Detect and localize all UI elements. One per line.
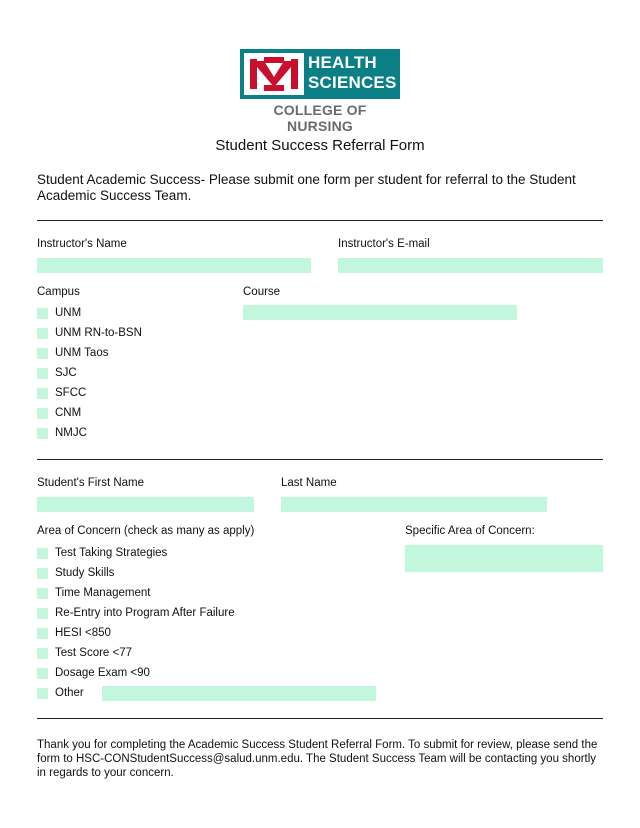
campus-option-label: UNM RN-to-BSN — [55, 327, 142, 339]
form-intro: Student Academic Success- Please submit one form per student for referral to the Student Academic Success Team. — [37, 172, 576, 203]
logo-line-1: HEALTH — [308, 53, 377, 72]
form-title: Student Success Referral Form — [215, 137, 425, 154]
concern-checkbox[interactable] — [37, 628, 48, 639]
concern-option-label: HESI <850 — [55, 627, 111, 639]
campus-checkbox[interactable] — [37, 428, 48, 439]
campus-label: Campus — [37, 286, 80, 298]
concern-option-label: Time Management — [55, 587, 151, 599]
campus-option-label: UNM Taos — [55, 347, 109, 359]
divider — [37, 220, 603, 221]
footer-note: Thank you for completing the Academic Success Student Referral Form. To submit for review, please send the form to HSC-CONStudentSuccess@salud.unm.edu. The Student Success Team will be contacting you shortly in regards to your concern. — [37, 739, 598, 779]
student-first-name-input[interactable] — [37, 497, 254, 512]
course-input[interactable] — [243, 305, 517, 320]
concern-checkbox[interactable] — [37, 648, 48, 659]
unm-mark-icon — [244, 53, 304, 95]
specific-area-label: Specific Area of Concern: — [405, 525, 535, 537]
campus-option-label: SJC — [55, 367, 77, 379]
college-logo — [240, 49, 400, 134]
concern-option-label: Re-Entry into Program After Failure — [55, 607, 235, 619]
specific-area-input[interactable] — [405, 545, 603, 572]
campus-option-label: NMJC — [55, 427, 87, 439]
concern-checkbox[interactable] — [37, 588, 48, 599]
campus-option-label: CNM — [55, 407, 82, 419]
student-first-name-label: Student's First Name — [37, 477, 145, 489]
concern-checkbox[interactable] — [37, 568, 48, 579]
concern-checkbox[interactable] — [37, 668, 48, 679]
concern-checkbox[interactable] — [37, 548, 48, 559]
concern-option-label: Dosage Exam <90 — [55, 667, 150, 679]
concern-option-label: Test Score <77 — [55, 647, 133, 659]
campus-checkbox[interactable] — [37, 408, 48, 419]
concern-option-label: Study Skills — [55, 567, 115, 579]
instructor-email-input[interactable] — [338, 258, 603, 273]
concern-checkbox[interactable] — [37, 608, 48, 619]
instructor-name-label: Instructor's Name — [37, 238, 127, 250]
logo-wordmark — [308, 53, 398, 95]
divider — [37, 459, 603, 460]
last-name-input[interactable] — [281, 497, 547, 512]
logo-subtitle: COLLEGE OF NURSING — [273, 102, 367, 134]
instructor-name-input[interactable] — [37, 258, 311, 273]
instructor-email-label: Instructor's E-mail — [338, 238, 430, 250]
concern-checkbox-other[interactable] — [37, 688, 48, 699]
concern-option-label: Test Taking Strategies — [55, 547, 168, 559]
campus-checkbox[interactable] — [37, 348, 48, 359]
logo-line-2: SCIENCES — [308, 73, 397, 92]
campus-checkbox[interactable] — [37, 368, 48, 379]
concern-option-label-other: Other — [55, 687, 84, 699]
campus-checkbox[interactable] — [37, 328, 48, 339]
campus-option-label: SFCC — [55, 387, 87, 399]
other-concern-input[interactable] — [102, 686, 376, 701]
unm-lobo-mark — [244, 53, 304, 95]
divider — [37, 718, 603, 719]
course-label: Course — [243, 286, 281, 298]
campus-option-label: UNM — [55, 307, 82, 319]
area-concern-label: Area of Concern (check as many as apply) — [37, 525, 255, 537]
last-name-label: Last Name — [281, 477, 337, 489]
campus-checkbox[interactable] — [37, 388, 48, 399]
campus-checkbox[interactable] — [37, 308, 48, 319]
